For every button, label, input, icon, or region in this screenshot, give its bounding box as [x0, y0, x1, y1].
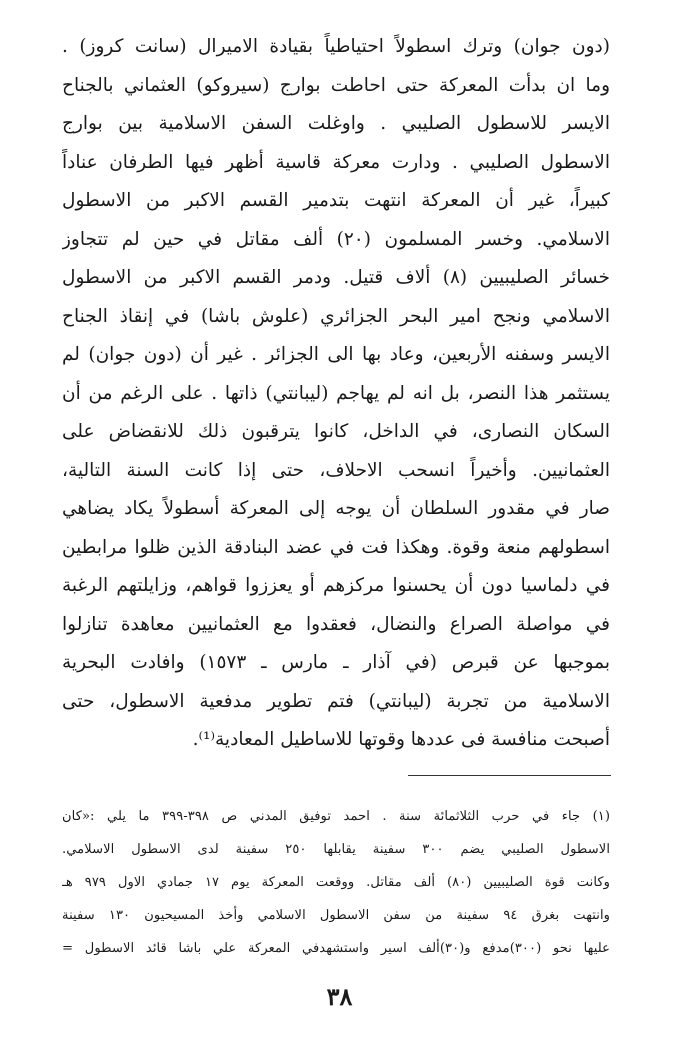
body-line: الاسلامي ونجح امير البحر الجزائري (علوش باشا) في إنقاذ الجناح: [62, 305, 610, 327]
footnote-separator: [408, 775, 611, 776]
body-line: صار في مقدور السلطان أن يوجه إلى المعركة أسطولاً يكاد يضاهي: [62, 498, 610, 519]
body-line: الاسلامية من تجربة (ليبانتي) فتم تطوير مدفعية الاسطول، حتى: [62, 690, 610, 712]
body-line: يستثمر هذا النصر، بل انه لم يهاجم (ليبانتي) ذاتها . على الرغم من أن: [62, 382, 610, 404]
body-line: في مواصلة الصراع والنضال، فعقدوا مع العثمانيين معاهدة تنازلوا: [62, 613, 610, 635]
body-line: الايسر وسفنه الأربعين، وعاد بها الى الجزائر . غير أن (دون جوان) لم: [62, 344, 610, 365]
footnote-line: عليها نحو (٣٠٠)مدفع و(٣٠)ألف اسير واستشهدفي المعركة علي باشا قائد الاسطول =: [62, 941, 610, 956]
body-line: وما ان بدأت المعركة حتى احاطت بوارج (سيروكو) العثماني بالجناح: [62, 74, 610, 96]
body-line-last: أصبحت منافسة فى عددها وقوتها للاساطيل المعادية⁽¹⁾.: [192, 729, 610, 750]
footnotes: [62, 800, 610, 965]
body-line: الاسطول الصليبي . ودارت معركة قاسية أظهر فيها الطرفان عناداً: [62, 151, 610, 173]
body-line: السكان النصارى، في الداخل، كانوا يترقبون ذلك للانقضاض على: [62, 421, 610, 442]
page-number: ٣٨: [326, 982, 353, 1011]
body-line: اسطولهم منعة وقوة. وهكذا فت في عضد البنادقة الذين ظلوا مرابطين: [62, 536, 610, 558]
footnote-line: الاسطول الصليبي يضم ٣٠٠ سفينة يقابلها ٢٥٠ سفينة لدى الاسطول الاسلامي.: [62, 842, 610, 857]
footnote-line: وانتهت بغرق ٩٤ سفينة من سفن الاسطول الاسلامي وأخذ المسيحيون ١٣٠ سفينة: [62, 908, 610, 923]
body-line: خسائر الصليبيين (٨) ألاف قتيل. ودمر القسم الاكبر من الاسطول: [62, 267, 610, 288]
body-line: بموجبها عن قبرص (في آذار ـ مارس ـ ١٥٧٣) وافادت البحرية: [62, 652, 610, 673]
body-line: (دون جوان) وترك اسطولاً احتياطياً بقيادة الاميرال (سانت كروز) .: [62, 36, 610, 57]
body-line: الايسر للاسطول الصليبي . واوغلت السفن الاسلامية بين بوارج: [62, 113, 610, 134]
main-body-text: [62, 28, 610, 760]
body-line: العثمانيين. وأخيراً انسحب الاحلاف، حتى إذا كانت السنة التالية،: [62, 459, 610, 481]
body-line: في دلماسيا دون أن يحسنوا مركزهم أو يعززوا قواهم، وزايلتهم الرغبة: [62, 575, 610, 596]
footnote-line: وكانت قوة الصليبيين (٨٠) ألف مقاتل. ووقعت المعركة يوم ١٧ جمادي الاول ٩٧٩ هـ: [62, 875, 610, 890]
body-line: كبيراً، غير أن المعركة انتهت بتدمير القسم الاكبر من الاسطول: [62, 190, 610, 211]
body-line: الاسلامي. وخسر المسلمون (٢٠) ألف مقاتل في حين لم تتجاوز: [62, 228, 610, 250]
footnote-line: (١) جاء في حرب الثلاثمائة سنة . احمد توفيق المدني ص ٣٩٨-٣٩٩ ما يلي :«كان: [62, 809, 610, 824]
